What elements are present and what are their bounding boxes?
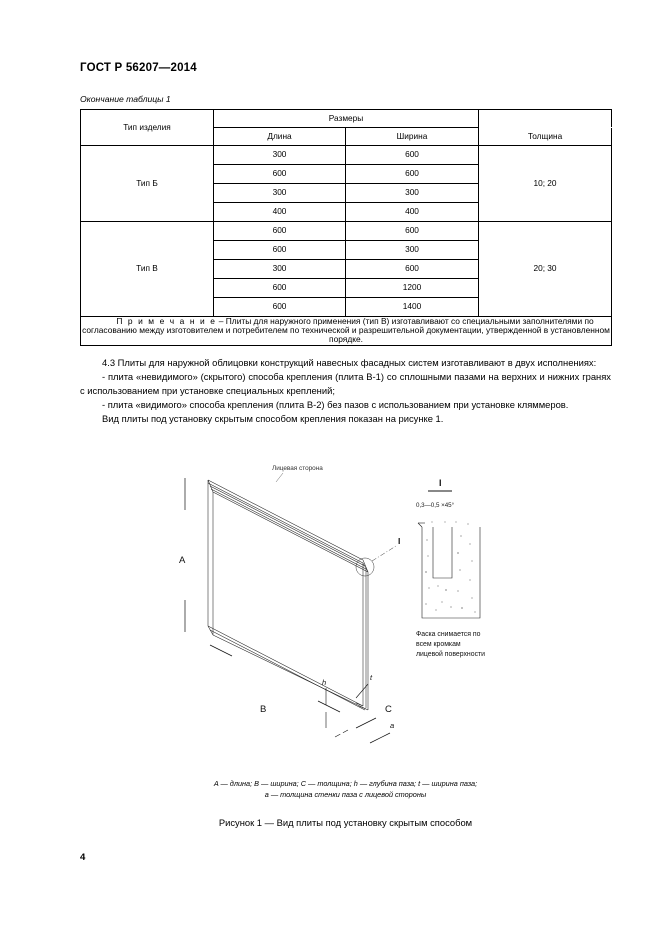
table-note-row [81, 317, 612, 346]
dimension-b [210, 645, 340, 715]
dimension-c-arrow-upper [370, 733, 390, 743]
table-header-row-1 [81, 110, 612, 128]
dimension-b-label: B [260, 704, 267, 715]
detail-marker-main-label: I [398, 536, 401, 546]
dimension-a-label: A [179, 555, 186, 566]
dimensions-table [80, 109, 612, 346]
table-note [81, 317, 612, 346]
table-row [81, 146, 612, 165]
chamfer-note-line-1: Фаска снимается по [416, 631, 481, 638]
detail-callout-leader [372, 546, 396, 561]
header-type: Тип изделия [81, 110, 214, 146]
cell-length: 400 [214, 203, 346, 222]
cell-thickness-b: 10; 20 [479, 146, 612, 222]
table-row [81, 222, 612, 241]
dimension-c [80, 460, 395, 743]
cell-width: 1200 [346, 279, 479, 298]
cell-length: 300 [214, 184, 346, 203]
cell-width: 600 [346, 222, 479, 241]
cell-width: 600 [346, 165, 479, 184]
cell-length: 600 [214, 279, 346, 298]
dimension-a [179, 478, 186, 632]
product-type-b: Тип Б [81, 146, 214, 222]
header-length: Длина [214, 128, 346, 146]
figure-title: Рисунок 1 — Вид плиты под установку скрытым способом [218, 817, 473, 828]
cell-width: 300 [346, 184, 479, 203]
plate-isometric-svg [80, 460, 611, 790]
dimension-h-label: h [322, 678, 327, 687]
face-side-label: Лицевая сторона [272, 465, 323, 472]
table-caption: Окончание таблицы 1 [80, 94, 171, 104]
dimension-c-arrow-lower [356, 718, 376, 728]
cell-length: 600 [214, 222, 346, 241]
cell-width: 600 [346, 146, 479, 165]
note-label: П р и м е ч а н и е [116, 316, 217, 326]
detail-marker-label: I [439, 478, 442, 488]
cell-length: 600 [214, 165, 346, 184]
cell-width: 400 [346, 203, 479, 222]
paragraph-plate-b1: - плита «невидимого» (скрытого) способа крепления (плита В-1) со сплошными пазами на верхних и нижних гранях с использованием при установке специальных креплений; [80, 371, 611, 397]
dimension-t-label: t [370, 673, 373, 682]
chamfer-note-line-2: всем кромкам [416, 641, 461, 648]
chamfer-dimension-label: 0,3—0,5 ×45° [416, 502, 455, 509]
chamfer-note-line-3: лицевой поверхности [416, 651, 486, 658]
dimension-b-arrow-right [318, 701, 340, 712]
cell-length: 300 [214, 146, 346, 165]
cell-length: 600 [214, 298, 346, 317]
face-side-leader [276, 473, 283, 482]
cell-thickness-v: 20; 30 [479, 222, 612, 317]
header-thickness-spacer [479, 110, 612, 128]
note-text: – Плиты для наружного применения (тип В) изготавливают со специальными заполнителями по согласованию между изготовителем и потребителем по технической и разрешительной документации, утвержденной в установленном порядке. [82, 316, 610, 345]
cell-width: 300 [346, 241, 479, 260]
cell-width: 600 [346, 260, 479, 279]
header-width: Ширина [346, 128, 479, 146]
figure-legend-line-1: A — длина; B — ширина; C — толщина; h — глубина паза; t — ширина паза; [213, 779, 478, 788]
header-thickness: Толщина [479, 128, 612, 146]
dimension-a-small-label: a [390, 721, 395, 730]
header-sizes-group: Размеры [214, 110, 479, 128]
product-type-v: Тип В [81, 222, 214, 317]
page-number: 4 [80, 852, 86, 863]
groove-section-outline [418, 523, 480, 618]
detail-view-i [416, 478, 485, 658]
paragraph-4-3: 4.3 Плиты для наружной облицовки конструкций навесных фасадных систем изготавливают в двух исполнениях: [102, 357, 597, 368]
dimension-c-label: C [385, 704, 392, 715]
paragraph-figure-ref: Вид плиты под установку скрытым способом крепления показан на рисунке 1. [102, 413, 444, 425]
figure-legend [80, 779, 611, 800]
cell-width: 1400 [346, 298, 479, 317]
figure-1-drawing [80, 460, 611, 790]
cell-length: 600 [214, 241, 346, 260]
paragraph-plate-b2: - плита «видимого» способа крепления (плита В-2) без пазов с использованием при установке кляммеров. [102, 399, 569, 411]
figure-legend-line-2: a — толщина стенки паза с лицевой стороны [264, 789, 427, 799]
dimension-b-arrow-left [210, 645, 232, 656]
dimension-a-small-leader [335, 730, 348, 737]
dimension-t [356, 673, 373, 698]
standard-id: ГОСТ Р 56207—2014 [80, 62, 197, 74]
body-text [80, 356, 611, 427]
plate-body [208, 480, 368, 710]
cell-length: 300 [214, 260, 346, 279]
